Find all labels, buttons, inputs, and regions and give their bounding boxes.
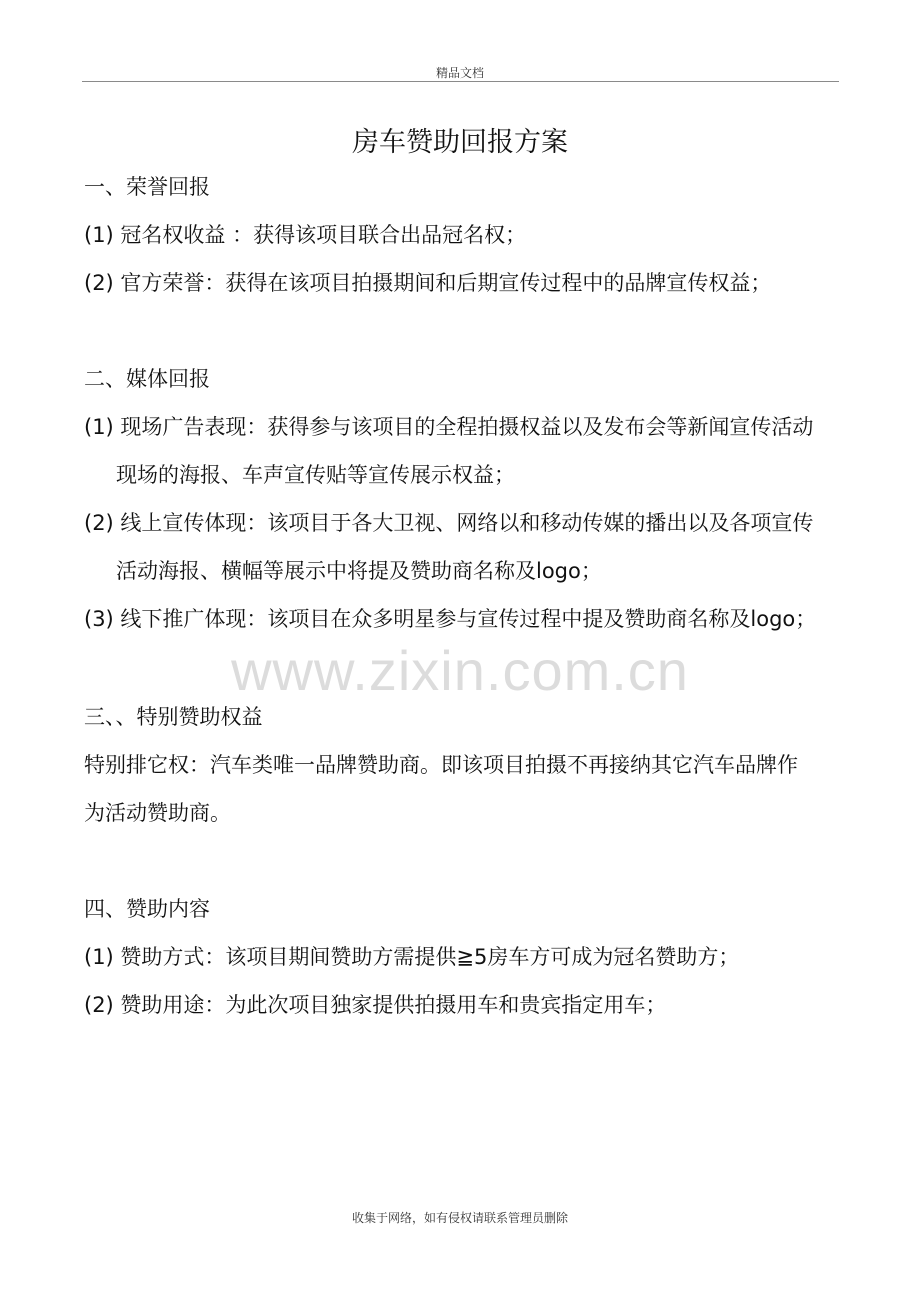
watermark-text: www.zixin.com.cn (231, 639, 689, 702)
honor-item-1: (1) 冠名权收益 ：获得该项目联合出品冠名权； (84, 223, 527, 247)
media-item-3: (3) 线下推广体现：该项目在众多明星参与宣传过程中提及赞助商名称及logo； (84, 607, 817, 631)
section-heading-media: 二、媒体回报 (84, 367, 210, 391)
media-item-1-cont: 现场的海报、车声宣传贴等宣传展示权益； (116, 463, 515, 487)
section-heading-content: 四、赞助内容 (84, 897, 210, 921)
section-heading-honor: 一、荣誉回报 (84, 175, 210, 199)
document-title: 房车赞助回报方案 (352, 127, 568, 158)
content-item-2: (2) 赞助用途：为此次项目独家提供拍摄用车和贵宾指定用车； (84, 993, 667, 1017)
header-divider (82, 81, 839, 82)
honor-item-2: (2) 官方荣誉：获得在该项目拍摄期间和后期宣传过程中的品牌宣传权益； (84, 271, 772, 295)
media-item-1: (1) 现场广告表现：获得参与该项目的全程拍摄权益以及发布会等新闻宣传活动 (84, 415, 814, 439)
section-heading-special: 三、、特别赞助权益 (84, 705, 263, 729)
content-item-1: (1) 赞助方式：该项目期间赞助方需提供≧5房车方可成为冠名赞助方； (84, 945, 740, 969)
page-header: 精品文档 (435, 66, 484, 80)
media-item-2-cont: 活动海报、横幅等展示中将提及赞助商名称及logo； (116, 559, 602, 583)
special-item-1: 特别排它权：汽车类唯一品牌赞助商。即该项目拍摄不再接纳其它汽车品牌作 (84, 753, 798, 777)
special-item-1-cont: 为活动赞助商。 (84, 801, 231, 825)
page-footer: 收集于网络，如有侵权请联系管理员删除 (351, 1211, 568, 1225)
media-item-2: (2) 线上宣传体现：该项目于各大卫视、网络以和移动传媒的播出以及各项宣传 (84, 511, 814, 535)
